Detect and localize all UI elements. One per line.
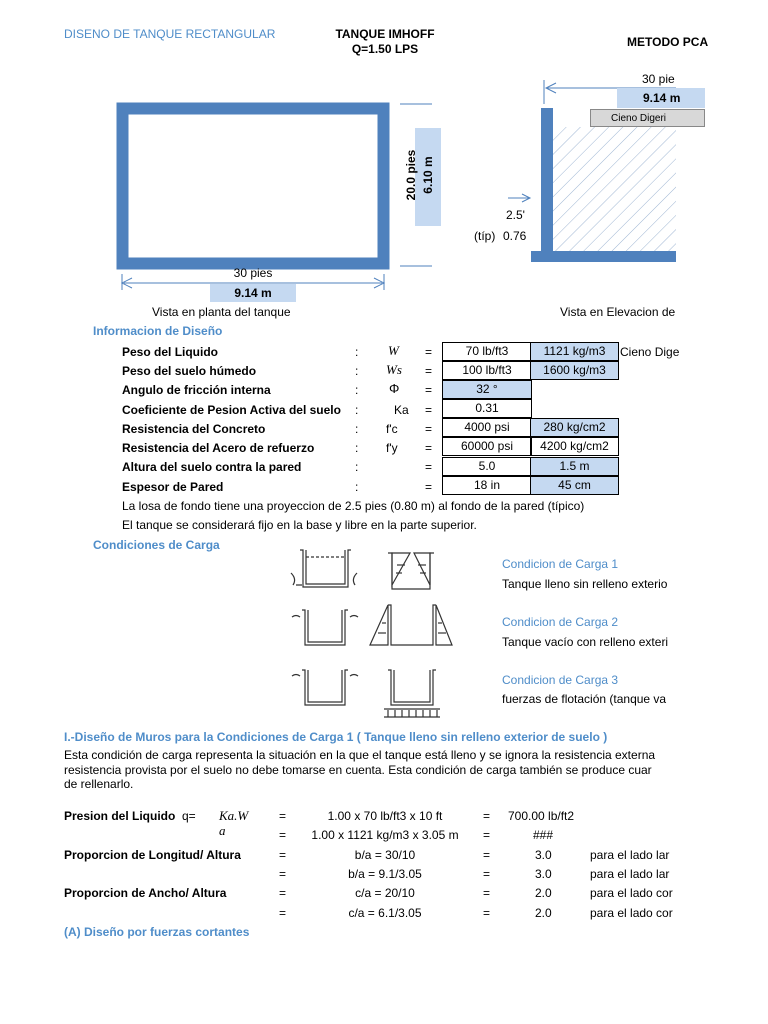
- calc-result: ###: [533, 828, 554, 842]
- info-colon: :: [355, 364, 359, 378]
- section1-para-line3: de rellenarlo.: [64, 777, 134, 791]
- calc-equals: =: [483, 848, 491, 862]
- calc-result: 2.0: [535, 886, 552, 900]
- calc-label: Proporcion de Ancho/ Altura: [64, 886, 227, 900]
- info-value-imperial: 100 lb/ft3: [442, 361, 532, 380]
- calc-equals: =: [279, 867, 287, 881]
- method-title: METODO PCA: [627, 35, 709, 49]
- load-condition-2-title: Condicion de Carga 2: [502, 615, 619, 629]
- calc-expression: 1.00 x 70 lb/ft3 x 10 ft: [327, 809, 443, 823]
- info-label: Resistencia del Acero de refuerzo: [122, 441, 315, 455]
- info-value-imperial: 4000 psi: [442, 418, 532, 437]
- calc-note: para el lado lar: [590, 867, 670, 881]
- calc-result: 3.0: [535, 867, 552, 881]
- load-condition-1-title: Condicion de Carga 1: [502, 557, 619, 571]
- flow-rate: Q=1.50 LPS: [351, 42, 419, 56]
- info-label: Resistencia del Concreto: [122, 422, 266, 436]
- plan-caption: Vista en planta del tanque: [152, 305, 291, 319]
- info-label: Espesor de Pared: [122, 480, 224, 494]
- info-label: Angulo de fricción interna: [122, 383, 271, 397]
- info-value-imperial: 0.31: [442, 399, 532, 418]
- calc-note: para el lado cor: [590, 906, 673, 920]
- calc-formula-denominator: a: [219, 823, 226, 838]
- calc-label: Presion del Liquido: [64, 809, 176, 823]
- calc-equals: =: [279, 828, 287, 842]
- calc-expression: b/a = 30/10: [354, 848, 416, 862]
- info-equals: =: [425, 460, 433, 474]
- info-value-metric: 1600 kg/m3: [530, 361, 619, 380]
- calc-note: para el lado cor: [590, 886, 673, 900]
- info-symbol: Φ: [389, 381, 400, 396]
- info-equals: =: [425, 480, 433, 494]
- calc-formula-numerator: Ka.W: [219, 808, 249, 823]
- calc-expression: c/a = 20/10: [355, 886, 415, 900]
- info-value-imperial: 32 °: [442, 380, 532, 399]
- info-value-metric: 4200 kg/cm2: [530, 437, 619, 456]
- load-condition-2-desc: Tanque vacío con relleno exteri: [502, 635, 669, 649]
- info-value-imperial: 18 in: [442, 476, 532, 495]
- note-fixed: El tanque se considerará fijo en la base y libre en la parte superior.: [122, 518, 477, 532]
- info-equals: =: [425, 403, 433, 417]
- info-symbol: f'y: [386, 441, 398, 455]
- info-heading: Informacion de Diseño: [93, 324, 223, 338]
- calc-q: q=: [182, 809, 196, 823]
- plan-height-m: 6.10 m: [421, 156, 435, 194]
- calc-equals: =: [483, 809, 491, 823]
- info-symbol: W: [388, 343, 399, 358]
- cieno-label: Cieno Digeri: [590, 109, 705, 127]
- plan-width-pies: 30 pies: [233, 266, 273, 280]
- calc-equals: =: [483, 886, 491, 900]
- calc-equals: =: [279, 809, 287, 823]
- info-label: Coeficiente de Pesion Activa del suelo: [122, 403, 341, 417]
- shear-design-heading: (A) Diseño por fuerzas cortantes: [64, 925, 250, 939]
- tank-title: TANQUE IMHOFF: [335, 27, 435, 41]
- calc-label: Proporcion de Longitud/ Altura: [64, 848, 241, 862]
- elev-proj-tip: (típ): [474, 229, 496, 243]
- calc-note: para el lado lar: [590, 848, 670, 862]
- elev-proj-m: 0.76: [503, 229, 527, 243]
- section1-para-line1: Esta condición de carga representa la situación en la que el tanque está lleno y se ignora la resistencia externa: [64, 748, 656, 762]
- info-equals: =: [425, 345, 433, 359]
- loads-heading: Condiciones de Carga: [93, 538, 220, 552]
- calc-result: 3.0: [535, 848, 552, 862]
- info-colon: :: [355, 480, 359, 494]
- info-value-metric: 1.5 m: [530, 457, 619, 476]
- note-slab: La losa de fondo tiene una proyeccion de 2.5 pies (0.80 m) al fondo de la pared (típico): [122, 499, 585, 513]
- info-symbol: f'c: [386, 422, 398, 436]
- elev-top-pies: 30 pie: [642, 72, 675, 86]
- info-colon: :: [355, 403, 359, 417]
- info-value-imperial: 5.0: [442, 457, 532, 476]
- info-label: Peso del Liquido: [122, 345, 219, 359]
- calc-expression: b/a = 9.1/3.05: [348, 867, 422, 881]
- info-symbol: Ws: [386, 362, 402, 377]
- info-equals: =: [425, 441, 433, 455]
- calc-equals: =: [483, 828, 491, 842]
- calc-expression: 1.00 x 1121 kg/m3 x 3.05 m: [311, 828, 459, 842]
- info-label: Peso del suelo húmedo: [122, 364, 257, 378]
- elev-caption: Vista en Elevacion de: [560, 305, 676, 319]
- section1-para-line2: resistencia provista por el suelo no debe tomarse en cuenta. Esta condición de carga también se produce cuar: [64, 763, 652, 777]
- info-value-metric: 45 cm: [530, 476, 619, 495]
- elev-top-m: 9.14 m: [617, 88, 705, 108]
- elevation-drawing: [0, 0, 768, 320]
- load-condition-1-desc: Tanque lleno sin relleno exterio: [502, 577, 668, 591]
- info-value-metric: 280 kg/cm2: [530, 418, 619, 437]
- calc-equals: =: [279, 886, 287, 900]
- info-colon: :: [355, 383, 359, 397]
- info-equals: =: [425, 383, 433, 397]
- info-symbol: Ka: [394, 403, 409, 417]
- info-label: Altura del suelo contra la pared: [122, 460, 302, 474]
- elev-proj-ft: 2.5': [506, 208, 525, 222]
- doc-title: DISENO DE TANQUE RECTANGULAR: [64, 27, 276, 41]
- calc-equals: =: [279, 906, 287, 920]
- info-value-imperial: 60000 psi: [442, 437, 532, 456]
- info-colon: :: [355, 460, 359, 474]
- info-equals: =: [425, 364, 433, 378]
- load-condition-3-title: Condicion de Carga 3: [502, 673, 619, 687]
- calc-equals: =: [483, 906, 491, 920]
- plan-width-m: 9.14 m: [210, 284, 296, 302]
- calc-equals: =: [279, 848, 287, 862]
- plan-height-pies: 20.0 pies: [404, 149, 418, 201]
- info-colon: :: [355, 345, 359, 359]
- calc-expression: c/a = 6.1/3.05: [348, 906, 422, 920]
- info-value-imperial: 70 lb/ft3: [442, 342, 532, 361]
- info-value-metric: 1121 kg/m3: [530, 342, 619, 361]
- info-colon: :: [355, 422, 359, 436]
- info-colon: :: [355, 441, 359, 455]
- calc-equals: =: [483, 867, 491, 881]
- calc-result: 2.0: [535, 906, 552, 920]
- section1-heading: I.-Diseño de Muros para la Condiciones de Carga 1 ( Tanque lleno sin relleno exterior de suelo ): [64, 730, 608, 744]
- load-condition-3-desc: fuerzas de flotación (tanque va: [502, 692, 667, 706]
- calc-result: 700.00 lb/ft2: [508, 809, 575, 823]
- info-equals: =: [425, 422, 433, 436]
- info-extra: Cieno Dige: [620, 345, 680, 359]
